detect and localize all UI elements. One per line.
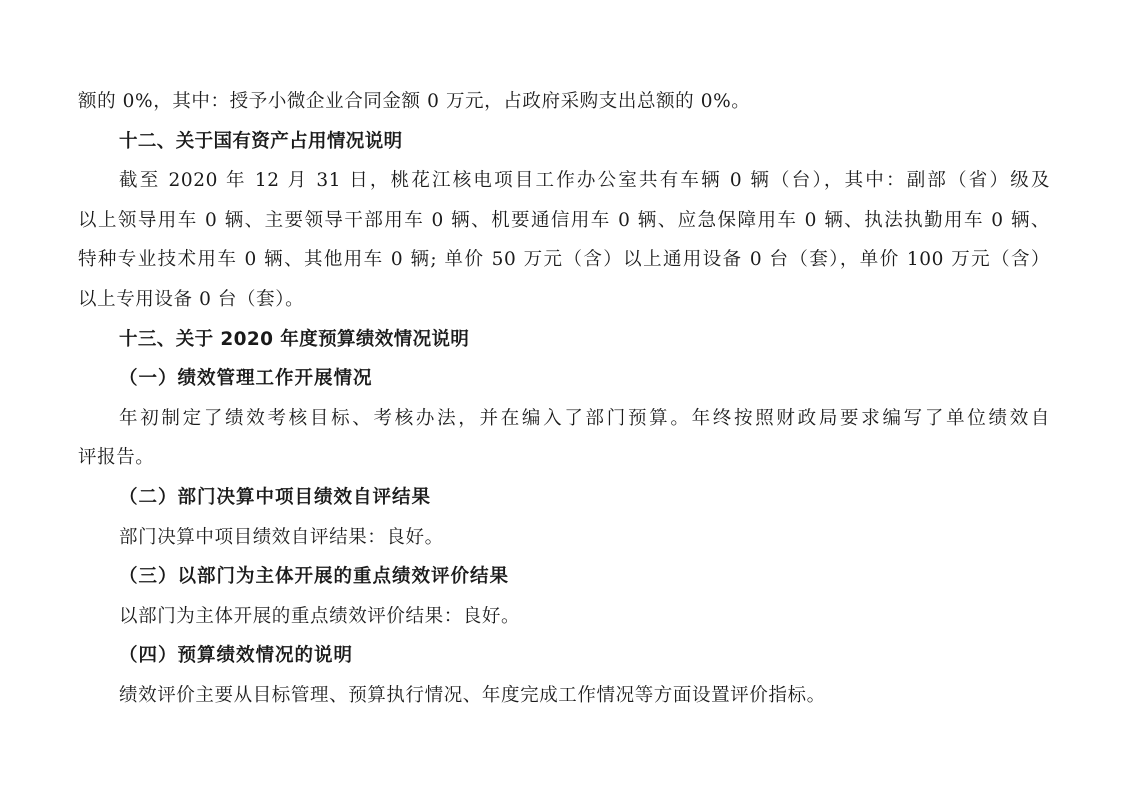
paragraph-line: 年初制定了绩效考核目标、考核办法，并在编入了部门预算。年终按照财政局要求编写了单位绩效自 [119, 407, 1050, 429]
section-heading-12: 十二、关于国有资产占用情况说明 [119, 130, 403, 152]
subsection-heading-2: （二）部门决算中项目绩效自评结果 [119, 486, 432, 508]
subsection-heading-3: （三）以部门为主体开展的重点绩效评价结果 [119, 566, 510, 588]
paragraph-line: 特种专业技术用车 0 辆、其他用车 0 辆; 单价 50 万元（含）以上通用设备 0 台（套），单价 100 万元（含） [78, 249, 1050, 271]
subsection-heading-4: （四）预算绩效情况的说明 [119, 645, 354, 667]
paragraph-line: 额的 0%，其中：授予小微企业合同金额 0 万元，占政府采购支出总额的 0%。 [78, 91, 751, 112]
paragraph-line: 评报告。 [78, 447, 155, 469]
document-page [78, 82, 1050, 716]
section-heading-13: 十三、关于 2020 年度预算绩效情况说明 [119, 328, 470, 350]
paragraph-line: 截至 2020 年 12 月 31 日，桃花江核电项目工作办公室共有车辆 0 辆（台），其中：副部（省）级及 [119, 170, 1050, 192]
paragraph-line: 绩效评价主要从目标管理、预算执行情况、年度完成工作情况等方面设置评价指标。 [119, 684, 826, 706]
paragraph-line: 以上专用设备 0 台（套）。 [78, 288, 305, 310]
subsection-heading-1: （一）绩效管理工作开展情况 [119, 368, 373, 390]
paragraph-line: 以上领导用车 0 辆、主要领导干部用车 0 辆、机要通信用车 0 辆、应急保障用车 0 辆、执法执勤用车 0 辆、 [78, 209, 1050, 231]
paragraph-line: 以部门为主体开展的重点绩效评价结果：良好。 [119, 605, 521, 627]
paragraph-line: 部门决算中项目绩效自评结果：良好。 [119, 526, 444, 548]
